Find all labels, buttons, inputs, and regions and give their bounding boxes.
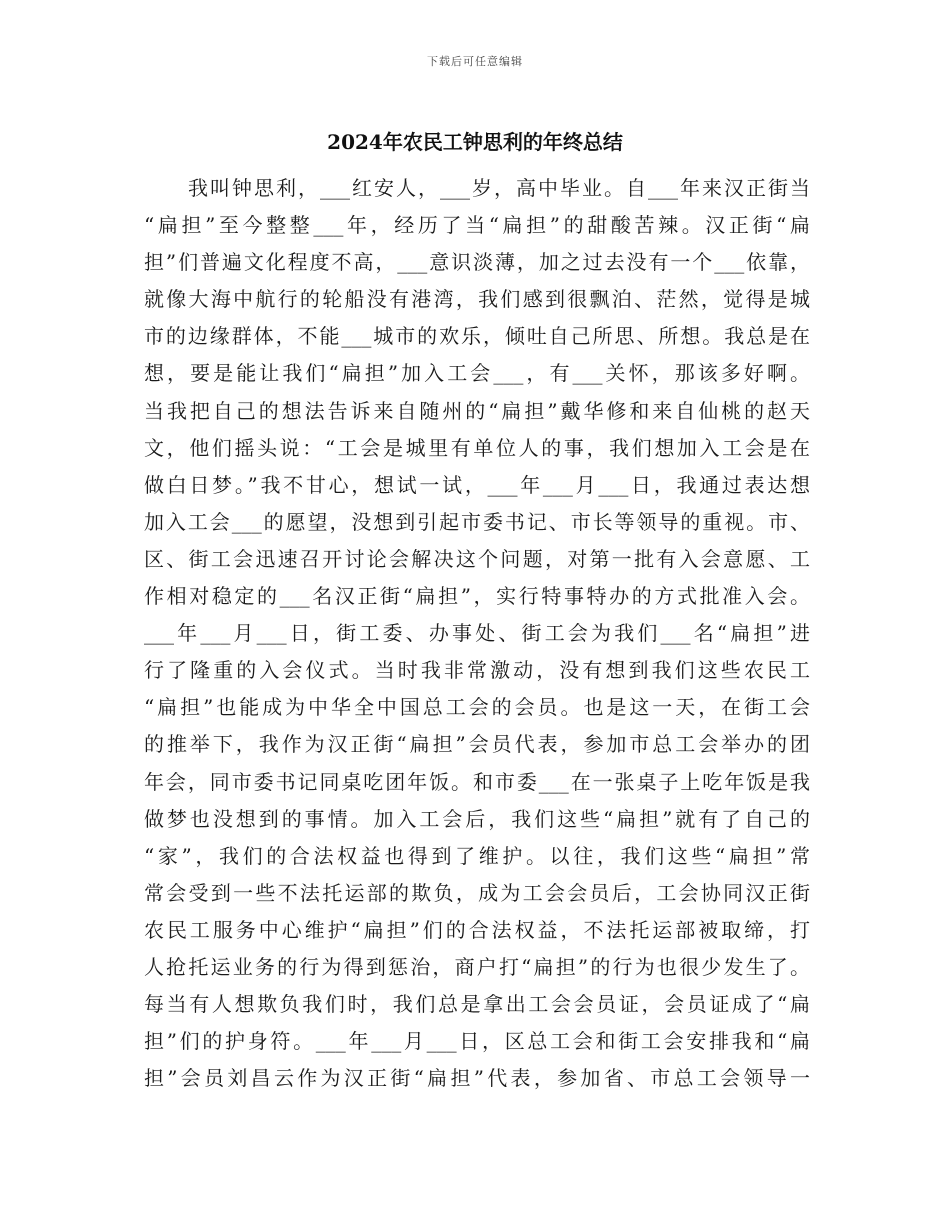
- text-line: 加入工会___的愿望，没想到引起市委书记、市长等领导的重视。市、: [144, 509, 810, 534]
- text-line: 常会受到一些不法托运部的欺负，成为工会会员后，工会协同汉正街: [144, 880, 810, 905]
- text-line: 年会，同市委书记同桌吃团年饭。和市委___在一张桌子上吃年饭是我: [144, 769, 810, 794]
- text-line: 做白日梦。”我不甘心，想试一试，___年___月___日，我通过表达想: [144, 472, 810, 497]
- text-line: 文，他们摇头说：“工会是城里有单位人的事，我们想加入工会是在: [144, 435, 810, 460]
- text-line: 担”们普遍文化程度不高，___意识淡薄，加之过去没有一个___依靠，: [144, 250, 810, 275]
- text-line: 就像大海中航行的轮船没有港湾，我们感到很飘泊、茫然，觉得是城: [144, 287, 810, 312]
- text-line: 的推举下，我作为汉正街“扁担”会员代表，参加市总工会举办的团: [144, 732, 810, 757]
- header-note: 下载后可任意编辑: [427, 55, 523, 68]
- text-line: 我叫钟思利，___红安人，___岁，高中毕业。自___年来汉正街当: [144, 176, 810, 200]
- text-line: “家”，我们的合法权益也得到了维护。以往，我们这些“扁担”常: [144, 843, 810, 868]
- text-line: 区、街工会迅速召开讨论会解决这个问题，对第一批有入会意愿、工: [144, 546, 810, 571]
- text-line: 市的边缘群体，不能___城市的欢乐，倾吐自己所思、所想。我总是在: [144, 324, 810, 349]
- text-line: 担”会员刘昌云作为汉正街“扁担”代表，参加省、市总工会领导一: [144, 1066, 810, 1091]
- text-line: 担”们的护身符。___年___月___日，区总工会和街工会安排我和“扁: [144, 1029, 810, 1054]
- text-line: 农民工服务中心维护“扁担”们的合法权益，不法托运部被取缔，打: [144, 917, 810, 942]
- text-line: 人抢托运业务的行为得到惩治，商户打“扁担”的行为也很少发生了。: [144, 954, 810, 979]
- text-line: 当我把自己的想法告诉来自随州的“扁担”戴华修和来自仙桃的赵天: [144, 398, 810, 423]
- text-line: “扁担”也能成为中华全中国总工会的会员。也是这一天，在街工会: [144, 695, 810, 720]
- document-title: 2024年农民工钟思利的年终总结: [327, 130, 623, 154]
- body-paragraph: [144, 170, 810, 1097]
- text-line: 想，要是能让我们“扁担”加入工会___，有___关怀，那该多好啊。: [144, 361, 810, 386]
- text-line: 每当有人想欺负我们时，我们总是拿出工会会员证，会员证成了“扁: [144, 992, 810, 1017]
- text-line: 做梦也没想到的事情。加入工会后，我们这些“扁担”就有了自己的: [144, 806, 810, 831]
- text-line: “扁担”至今整整___年，经历了当“扁担”的甜酸苦辣。汉正街“扁: [144, 213, 810, 238]
- text-line: 作相对稳定的___名汉正街“扁担”，实行特事特办的方式批准入会。: [144, 584, 810, 609]
- text-line: ___年___月___日，街工委、办事处、街工会为我们___名“扁担”进: [144, 621, 810, 646]
- text-line: 行了隆重的入会仪式。当时我非常激动，没有想到我们这些农民工: [144, 658, 810, 683]
